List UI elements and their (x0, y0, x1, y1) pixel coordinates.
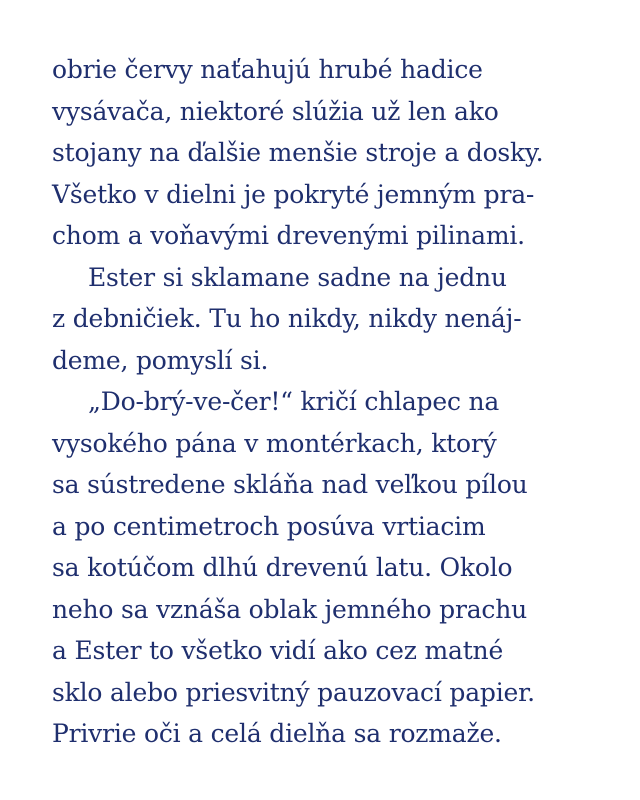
text-line: Všetko v dielni je pokryté jemným pra- (52, 179, 535, 209)
text-line: obrie červy naťahujú hrubé hadice (52, 55, 483, 84)
paragraph-start-line: Ester si sklamane sadne na jednu (88, 262, 507, 292)
text-line: vysávača, niektoré slúžia už len ako (52, 96, 499, 126)
text-line: chom a voňavými drevenými pilinami. (52, 221, 525, 250)
text-line: sa kotúčom dlhú drevenú latu. Okolo (52, 553, 513, 582)
text-line: a po centimetroch posúva vrtiacim (52, 511, 486, 541)
text-line: deme, pomyslí si. (52, 345, 269, 375)
text-line: stojany na ďalšie menšie stroje a dosky. (52, 138, 544, 167)
body-text (52, 49, 622, 755)
text-line: sa sústredene skláňa nad veľkou pílou (52, 470, 528, 499)
text-line: Privrie oči a celá dielňa sa rozmaže. (52, 719, 502, 748)
text-line: a Ester to všetko vidí ako cez matné (52, 636, 504, 665)
text-line: neho sa vznáša oblak jemného prachu (52, 594, 528, 624)
text-line: z debničiek. Tu ho nikdy, nikdy nenáj- (52, 304, 522, 333)
text-line: vysokého pána v montérkach, ktorý (52, 428, 497, 458)
paragraph-start-line: „Do-brý-ve-čer!“ kričí chlapec na (88, 387, 500, 416)
text-line: sklo alebo priesvitný pauzovací papier. (52, 677, 535, 707)
